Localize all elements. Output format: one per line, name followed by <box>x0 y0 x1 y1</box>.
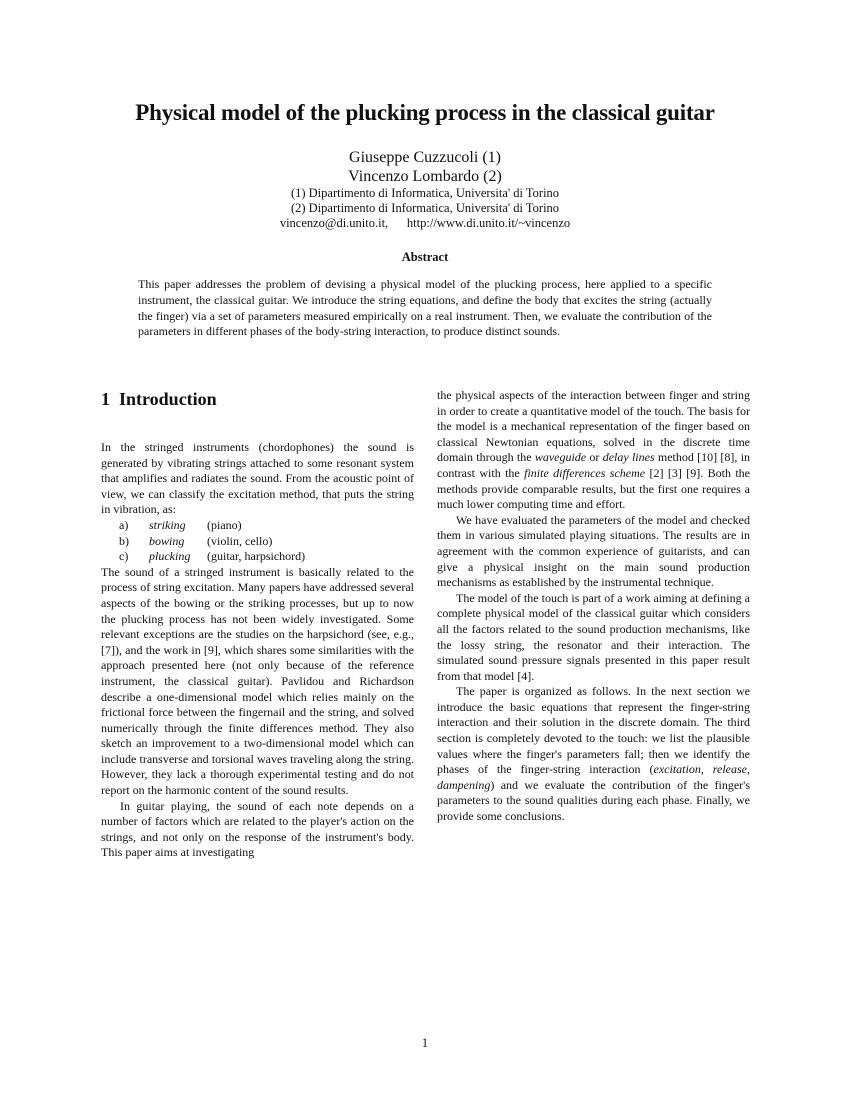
emphasis: excitation, release, dampening <box>437 762 750 792</box>
list-term: striking <box>149 517 186 532</box>
affiliation-line: (1) Dipartimento di Informatica, Universita' di Torino <box>290 186 560 200</box>
paragraph: The model of the touch is part of a work aiming at defining a complete physical model of the classical guitar which considers all the factors related to the sound production mechanisms, like the lossy string, the resonator and their interaction. The simulated sound pressure signals presented in this paper result from that model [4]. <box>437 590 750 683</box>
list-desc: (violin, cello) <box>207 533 273 548</box>
emphasis: finite differences scheme <box>524 465 646 480</box>
section-heading <box>101 388 414 410</box>
paragraph: In guitar playing, the sound of each note depends on a number of factors which are related to the player's action on the strings, and not only on the response of the instrument's body. This paper aims at investigating <box>101 798 414 860</box>
contact-line: vincenzo@di.unito.it, http://www.di.unito.it/~vincenzo <box>279 216 571 230</box>
text-run: or <box>586 450 603 465</box>
section-number: 1 <box>101 389 110 409</box>
list-term: plucking <box>149 549 191 564</box>
section-title: Introduction <box>119 389 217 409</box>
text-run: [2] [3] [9]. Both the methods provide comparable results, but the first one requires a much lower computing time and effort. <box>437 465 750 512</box>
text-run: the physical aspects of the interaction between finger and string in order to create a quantitative model of the touch. The basis for the model is a mechanical representation of the finger based on classical Newtonian equations, solved in the discrete time domain through the <box>437 388 750 465</box>
list-label: c) <box>119 549 129 564</box>
text-run: ) and we evaluate the contribution of the finger's parameters to the sound qualities during each phase. Finally, we provide some conclusions. <box>437 777 750 824</box>
list-item <box>101 518 414 534</box>
excitation-list <box>101 518 414 565</box>
text-run: method [10] [8], in contrast with the <box>437 450 751 480</box>
abstract-heading: Abstract <box>401 250 449 264</box>
emphasis: delay lines <box>602 450 655 465</box>
list-desc: (guitar, harpsichord) <box>207 549 306 564</box>
affiliations <box>0 186 850 231</box>
list-term: bowing <box>149 533 185 548</box>
list-label: b) <box>119 533 129 548</box>
author-list <box>0 148 850 186</box>
affiliation-line: (2) Dipartimento di Informatica, Universita' di Torino <box>290 201 560 215</box>
list-item <box>101 534 414 550</box>
paragraph: In the stringed instruments (chordophones) the sound is generated by vibrating strings attached to some resonant system that amplifies and radiates the sound. From the acoustic point of view, we can classify the excitation method, that puts the string in vibration, as: <box>101 440 414 517</box>
list-item <box>101 549 414 565</box>
left-column <box>101 388 414 861</box>
paragraph: The sound of a stringed instrument is basically related to the process of string excitation. Many papers have addressed several aspects of the bowing or the striking processes, but up to now the plucking process has not been widely investigated. Some relevant exceptions are the studies on the harpsichord (see, e.g., [7]), and the work in [9], which shares some similarities with the approach presented here (not only because of the reference instrument, the classical guitar). Pavlidou and Richardson describe a one-dimensional model which relies mainly on the frictional force between the fingernail and the string, and solved numerically through the finite differences method. They also sketch an improvement to a two-dimensional model which can include transverse and torsional waves traveling along the string. However, they lack a thorough experimental testing and do not report on the harmonic content of the sound results. <box>101 564 414 798</box>
paragraph <box>437 684 750 824</box>
paper-title: Physical model of the plucking process in the classical guitar <box>135 100 715 125</box>
list-desc: (piano) <box>207 517 242 532</box>
author-name: Vincenzo Lombardo (2) <box>348 168 502 185</box>
emphasis: waveguide <box>534 450 587 465</box>
paragraph: We have evaluated the parameters of the model and checked them in various simulated playing situations. The results are in agreement with the common experience of guitarists, and can give a physical insight on the main sound production mechanisms as established by the instrumental technique. <box>437 512 750 590</box>
page-number: 1 <box>421 1036 429 1050</box>
abstract-text: This paper addresses the problem of devising a physical model of the plucking process, here applied to a specific instrument, the classical guitar. We introduce the string equations, and define the body that excites the string (actually the finger) via a set of parameters measured empirically on a real instrument. Then, we evaluate the contribution of the parameters in different phases of the body-string interaction, to produce distinct sounds. <box>138 277 712 339</box>
list-label: a) <box>119 517 129 532</box>
text-run: The paper is organized as follows. In the next section we introduce the basic equations that represent the finger-string interaction and their solution in the discrete domain. The third section is completely devoted to the touch: we list the plausible values where the finger's parameters fall; then we identify the phases of the finger-string interaction ( <box>437 684 750 777</box>
right-column <box>437 388 750 825</box>
author-name: Giuseppe Cuzzucoli (1) <box>349 149 501 166</box>
paragraph <box>437 388 750 513</box>
